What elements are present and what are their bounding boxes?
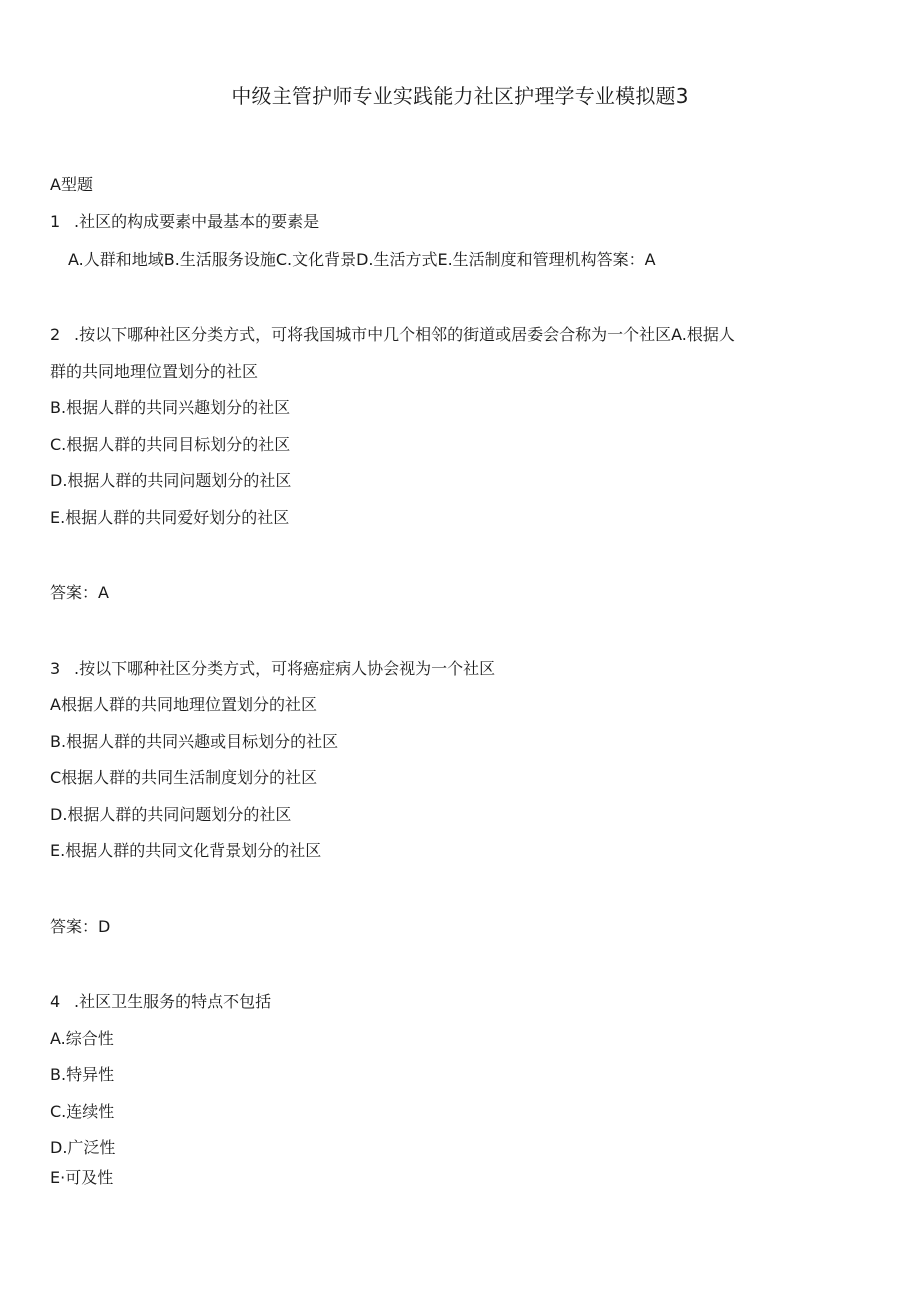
question-2-option-c: C.根据人群的共同目标划分的社区: [50, 435, 291, 454]
question-2-stem: [50, 324, 735, 346]
question-number: 2: [50, 325, 61, 344]
question-text: .按以下哪种社区分类方式，可将癌症病人协会视为一个社区: [74, 659, 496, 678]
question-4-option-c: C.连续性: [50, 1102, 115, 1121]
question-4-option-a: A.综合性: [50, 1029, 114, 1048]
question-3-option-c: C根据人群的共同生活制度划分的社区: [50, 768, 318, 787]
question-number: 4: [50, 992, 61, 1011]
question-number: 3: [50, 659, 61, 678]
question-4-option-d: D.广泛性: [50, 1138, 116, 1157]
question-3-option-e: E.根据人群的共同文化背景划分的社区: [50, 841, 322, 860]
section-heading: A型题: [50, 175, 93, 194]
document-title: 中级主管护师专业实践能力社区护理学专业模拟题3: [231, 84, 689, 108]
question-1-stem: [50, 211, 319, 233]
question-2-option-e: E.根据人群的共同爱好划分的社区: [50, 508, 290, 527]
question-2-stem-continued: 群的共同地理位置划分的社区: [50, 362, 259, 381]
question-3-option-a: A根据人群的共同地理位置划分的社区: [50, 695, 317, 714]
question-3-answer: 答案：D: [50, 917, 111, 936]
question-3-option-b: B.根据人群的共同兴趣或目标划分的社区: [50, 732, 339, 751]
question-4-option-e: E·可及性: [50, 1168, 114, 1187]
question-3-option-d: D.根据人群的共同问题划分的社区: [50, 805, 292, 824]
question-text: .社区的构成要素中最基本的要素是: [74, 212, 320, 231]
question-3-stem: [50, 658, 495, 680]
question-text: .按以下哪种社区分类方式，可将我国城市中几个相邻的街道或居委会合称为一个社区A.根据人: [74, 325, 735, 344]
question-2-option-d: D.根据人群的共同问题划分的社区: [50, 471, 292, 490]
question-number: 1: [50, 212, 61, 231]
question-text: .社区卫生服务的特点不包括: [74, 992, 272, 1011]
question-1-options: A.人群和地域B.生活服务设施C.文化背景D.生活方式E.生活制度和管理机构答案：A: [68, 250, 656, 269]
question-2-option-b: B.根据人群的共同兴趣划分的社区: [50, 398, 291, 417]
question-4-option-b: B.特异性: [50, 1065, 115, 1084]
question-2-answer: 答案：A: [50, 583, 109, 602]
question-4-stem: [50, 991, 271, 1013]
